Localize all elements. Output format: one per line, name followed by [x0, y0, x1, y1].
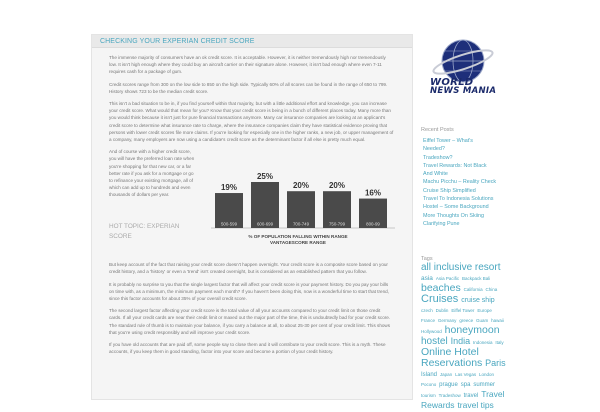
tag-link[interactable]: Paris [485, 358, 506, 368]
tag-link[interactable]: czech [421, 308, 433, 313]
post-body [92, 48, 412, 355]
post-paragraph: It is probably no surprise to you that the single largest factor that will affect your credit score is your payment history. Do you pay your bills on time with, as a minimum, the minimum payment each month? If you haven't been doing this, now is a wonderful time to start that trend, since this factor accounts for about 35% of your overall credit score. [109, 281, 389, 302]
sidebar [420, 32, 600, 410]
tag-link[interactable]: greece [459, 318, 474, 323]
tag-link[interactable]: France [421, 318, 436, 323]
site-logo-text[interactable] [430, 79, 500, 95]
post-paragraph: The second largest factor affecting your credit score is the total value of all your accounts compared to your credit limit on those credit cards. If all your credit cards are near their credit limit or maxed out the major part of the time, this is undoubtedly bad for your credit score. The standard rule of thumb is to maintain your balance, if you carry a balance at all, to about 25-30 per cent of your credit limit. This shows that you're using credit responsibly and will improve your credit score. [109, 308, 391, 335]
chart-x-sublabel: VANTAGESCORE RANGE [270, 240, 326, 246]
tag-link[interactable]: Online Hotel Reservations [421, 346, 483, 369]
recent-post-link[interactable]: Clarifying Pune [423, 220, 460, 227]
chart-bar-range-label: 800-99 [366, 221, 380, 227]
tag-link[interactable]: spa [460, 382, 471, 388]
tag-link[interactable]: hostel [421, 336, 448, 347]
tag-link[interactable]: Tradeshow [438, 393, 461, 398]
recent-post-link[interactable]: Eiffel Tower – What's [423, 138, 473, 144]
post-article [91, 34, 413, 400]
chart-value-label: 16% [364, 188, 382, 198]
tag-link[interactable]: hawaii [491, 318, 504, 323]
recent-post-link[interactable]: Travel Rewards: Not Black [423, 162, 487, 169]
post-paragraph: If you have old accounts that are paid off, some people say to close them and it will contribute to your credit score. This is a myth. These accounts, if you keep them in good standing, factor into your score and become a portion of your credit history. [109, 342, 386, 355]
chart-bar-range-label: 700-749 [292, 221, 310, 227]
recent-post-link[interactable]: And White [423, 171, 448, 178]
tag-link[interactable]: beaches [421, 282, 461, 294]
post-paragraph: This isn't a bad situation to be in, if you find yourself within that majority, but with a little additional effort and knowledge, you can increase your credit score. What would that mean for you? Know that your credit score is being in a bunch of different places today. Many more than you would think because it isn't just for pure financial transactions anymore. Many car insurance companies are looking at an applicant's credit score to determine what insurance rate to charge, where the insurance companies claim they have statistical evidence proving that persons with lower credit scores file more claims. If you're looking for especially one in the higher ranks, a new job, or upper management of a company, many employers are now using a candidate's credit score as the determinant factor if all else is pretty much equal. [109, 101, 394, 143]
tag-link[interactable]: asia [421, 275, 433, 282]
logo-line: NEWS MANIA [430, 86, 497, 96]
tag-link[interactable]: India [450, 336, 471, 346]
tag-link[interactable]: Europe [477, 308, 492, 313]
tag-link[interactable]: Japan [439, 372, 453, 377]
tag-link[interactable]: summer [473, 382, 495, 388]
chart-value-label: 20% [292, 181, 310, 191]
chart-x-label: % OF POPULATION FALLING WITHIN RANGE [248, 234, 348, 240]
recent-posts-heading: Recent Posts [421, 127, 454, 133]
chart-value-label: 25% [256, 172, 274, 182]
credit-score-chart [205, 150, 395, 256]
recent-post-link[interactable]: Needed? [423, 146, 445, 153]
tag-link[interactable]: Italy [495, 340, 504, 345]
post-paragraph: But keep account of the fact that raising your credit score doesn't happen overnight. Your credit score is a composite score based on your credit history, and a 'history' or even a 'trend' isn't created overnight, but is considered as an established pattern that you follow. [109, 262, 388, 275]
recent-post-link[interactable]: Machu Picchu – Reality Check [423, 179, 497, 186]
chart-bar-range-label: 750-799 [328, 221, 346, 227]
tag-link[interactable]: Island [421, 372, 438, 378]
tag-link[interactable]: Eiffel Tower [451, 308, 475, 313]
tag-link[interactable]: California [463, 287, 483, 292]
tag-link[interactable]: China [485, 287, 498, 292]
recent-post-link[interactable]: Travel To Indonesia Solutions [423, 196, 494, 203]
recent-posts-list [423, 137, 496, 228]
chart-bar-range-label: 600-699 [256, 221, 274, 227]
tag-link[interactable]: Germany [437, 318, 457, 323]
chart-value-label: 20% [328, 181, 346, 191]
tag-link[interactable]: London [478, 372, 495, 377]
tag-link[interactable]: all inclusive resort [421, 262, 501, 273]
tag-link[interactable]: Las Vegas [455, 372, 477, 377]
chart-value-label: 19% [220, 183, 238, 193]
tag-link[interactable]: Guam [475, 318, 489, 323]
post-title[interactable]: CHECKING YOUR EXPERIAN CREDIT SCORE [92, 35, 412, 48]
tag-link[interactable]: Dublin [435, 308, 449, 313]
chart-bar-range-label: 500-599 [220, 221, 238, 227]
tag-link[interactable]: Indonesia [473, 340, 493, 345]
tag-link[interactable]: Asia Pacific [435, 276, 460, 281]
post-paragraph: The immense majority of consumers have an ok credit score. It is acceptable. However, it is neither tremendously high nor tremendously low. It isn't high enough where they could buy an aircraft carrier on their signature alone. However, it isn't bad enough where even 7-11 requires cash for a package of gum. [109, 55, 386, 75]
globe-logo-icon[interactable] [430, 37, 496, 109]
post-paragraph: And of course with a higher credit score, you will have the preferred loan rate when you're shopping for that new car, or a far better rate if you ask for a mortgage or go to refinance your existing mortgage, all of which can add up to hundreds and even thousands of dollars per year. [109, 149, 195, 198]
recent-post-link[interactable]: Tradeshow? [423, 154, 453, 161]
tag-link[interactable]: tourism [421, 393, 436, 398]
tag-link[interactable]: Backpack Bali [461, 276, 491, 281]
recent-post-link[interactable]: Hostel – Some Background [423, 204, 489, 211]
tag-link[interactable]: travel tips [457, 400, 494, 410]
tags-heading: Tags [421, 256, 433, 262]
tag-link[interactable]: travel [463, 393, 479, 399]
tag-link[interactable]: Cruises [421, 293, 459, 305]
tag-link[interactable]: Pocono [421, 382, 437, 387]
tag-link[interactable]: Hollywood [421, 329, 442, 334]
chart-section [109, 148, 394, 258]
tag-link[interactable]: Travel Rewards [421, 389, 505, 410]
hot-topic-heading[interactable]: HOT TOPIC: EXPERIAN SCORE [109, 223, 180, 240]
logo-line: WORLD [430, 77, 474, 88]
tag-link[interactable]: cruise ship [461, 297, 495, 304]
tag-cloud [421, 263, 509, 412]
recent-post-link[interactable]: Cruise Ship Simplified [423, 187, 476, 194]
recent-post-link[interactable]: More Thoughts On Skiing [423, 212, 485, 219]
tag-link[interactable]: prague [439, 382, 458, 388]
tag-link[interactable]: honeymoon [444, 324, 500, 336]
post-paragraph: Credit scores range from 300 on the low side to 850 on the high side. Typically 60% of all scores can be found in the range of 650 to 799. History shows 723 to be the median credit score. [109, 81, 388, 94]
